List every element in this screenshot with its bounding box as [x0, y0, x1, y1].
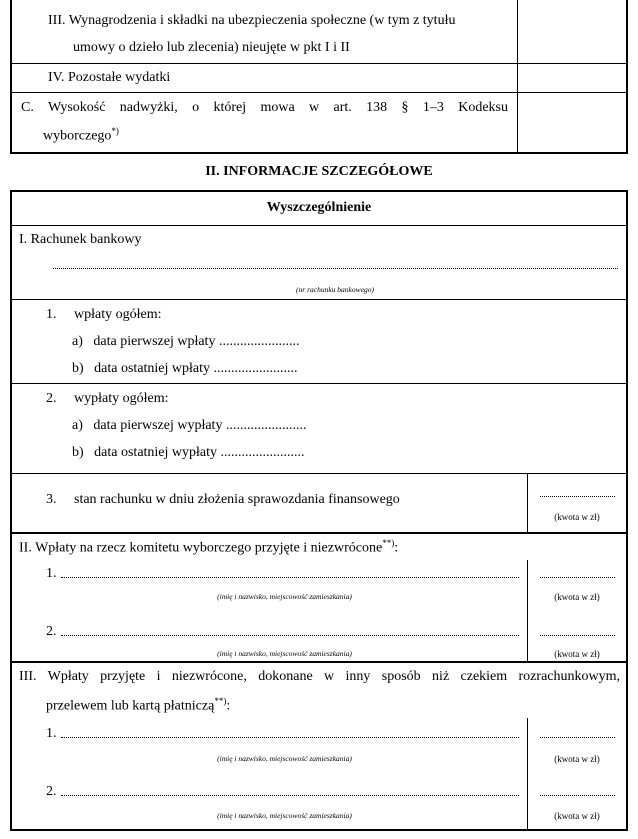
sec3-entry2-person-field[interactable]: [61, 795, 519, 796]
rowC-text-line2: wyborczego*): [43, 126, 119, 144]
sec3-entry1-number: 1.: [46, 726, 57, 741]
sec3-title-line1: III. Wpłaty przyjęte i niezwrócone, dokonane w inny sposób niż czekiem rozrachunkowym,: [19, 669, 620, 684]
sec2-entry1-person-field[interactable]: [61, 577, 519, 578]
payout-last-date[interactable]: b) data ostatniej wypłaty ........................: [72, 445, 305, 460]
payout-first-date[interactable]: a) data pierwszej wypłaty .......................: [72, 418, 307, 433]
sec3-entry2-person-caption: (imię i nazwisko, miejscowość zamieszkania): [217, 811, 352, 820]
table-header: Wyszczególnienie: [266, 200, 372, 215]
section-title: II. INFORMACJE SZCZEGÓŁOWE: [205, 164, 433, 179]
sec3-entry1-amount-caption: (kwota w zł): [554, 754, 600, 764]
sec3-entry2-number: 2.: [46, 784, 57, 799]
sec2-entry2-amount-caption: (kwota w zł): [554, 649, 600, 659]
payout-total-label: 2. wypłaty ogółem:: [46, 391, 169, 406]
footnote-marker: *): [111, 126, 119, 136]
income-total-label: 1. wpłaty ogółem:: [46, 307, 162, 322]
sec3-entry2-amount-caption: (kwota w zł): [554, 811, 600, 821]
sec2-title: II. Wpłaty na rzecz komitetu wyborczego przyjęte i niezwrócone**):: [19, 538, 399, 556]
sec3-title-line2: przelewem lub kartą płatniczą**):: [46, 696, 231, 714]
rowC-text-line1: C. Wysokość nadwyżki, o której mowa w art. 138 § 1–3 Kodeksu: [21, 100, 508, 115]
sec2-entry1-number: 1.: [46, 566, 57, 581]
footnote-marker: **): [382, 538, 395, 548]
sec2-entry1-amount-field[interactable]: [540, 577, 615, 578]
row3-text-line1: III. Wynagrodzenia i składki na ubezpieczenia społeczne (w tym z tytułu: [48, 13, 456, 28]
bank-account-field[interactable]: [53, 268, 618, 269]
sec2-entry2-person-field[interactable]: [61, 635, 519, 636]
sec2-entry2-number: 2.: [46, 624, 57, 639]
bank-account-caption: (nr rachunku bankowego): [296, 285, 374, 294]
sec2-entry2-person-caption: (imię i nazwisko, miejscowość zamieszkania): [217, 649, 352, 658]
sec3-entry2-amount-field[interactable]: [540, 795, 615, 796]
balance-label: 3. stan rachunku w dniu złożenia sprawozdania finansowego: [46, 492, 400, 507]
sec2-entry1-person-caption: (imię i nazwisko, miejscowość zamieszkania): [217, 592, 352, 601]
sec2-entry1-amount-caption: (kwota w zł): [554, 592, 600, 602]
income-first-date[interactable]: a) data pierwszej wpłaty .......................: [72, 334, 300, 349]
balance-amount-caption: (kwota w zł): [554, 512, 600, 522]
row4-text: IV. Pozostałe wydatki: [48, 70, 171, 85]
footnote-marker: **): [214, 696, 227, 706]
sec3-entry1-amount-field[interactable]: [540, 737, 615, 738]
income-last-date[interactable]: b) data ostatniej wpłaty ........................: [72, 361, 298, 376]
row3-text-line2: umowy o dzieło lub zlecenia) nieujęte w pkt I i II: [73, 40, 350, 55]
balance-amount-field[interactable]: [540, 496, 615, 497]
sec2-entry2-amount-field[interactable]: [540, 635, 615, 636]
bank-account-label: I. Rachunek bankowy: [19, 232, 142, 247]
sec3-entry1-person-caption: (imię i nazwisko, miejscowość zamieszkania): [217, 754, 352, 763]
sec3-entry1-person-field[interactable]: [61, 737, 519, 738]
